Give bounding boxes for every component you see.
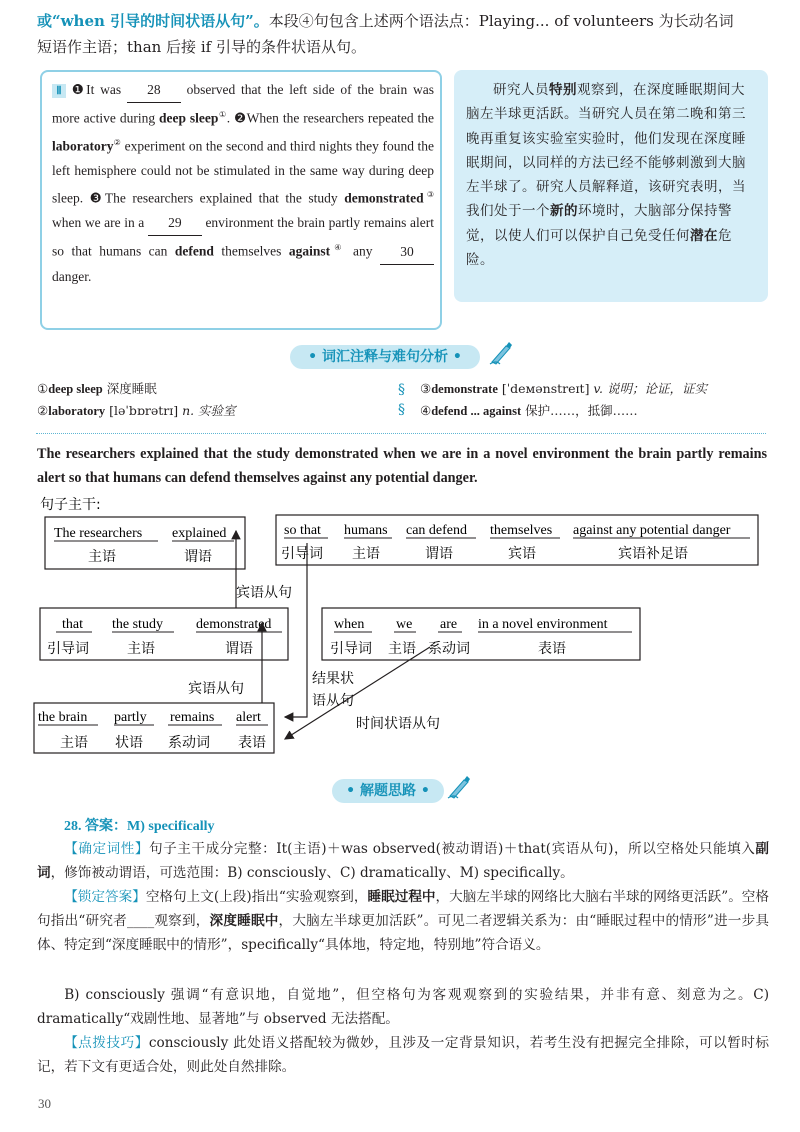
pen-icon <box>488 340 514 366</box>
diagram-heading: 句子主干: <box>40 497 101 513</box>
passage-s3b: when we are in a <box>52 214 148 230</box>
passage-s3a: ❸The researchers explained that the study <box>89 190 345 206</box>
passage-s2b: experiment on the second and third nights they found the left hemisphere could not be stimulated in the same way during deep sleep. <box>52 138 434 206</box>
vocab-num: ③ <box>420 381 432 396</box>
translation-text <box>466 78 758 272</box>
b1-r1: 谓语 <box>184 549 212 565</box>
vocab-word: demonstrate <box>431 382 498 396</box>
translation-p2: 观察到，在深度睡眠期间大脑左半球更活跃。当研究人员在第二晚和第三晚再重复该实验室实验时，他们发现在深度睡眠期间，以同样的方法已经不能够刺激到大脑左半球了。研究人员解释道，该研究表明，当我们处于一个 <box>466 82 746 220</box>
vocab-item-2 <box>37 400 397 422</box>
passage-s3e: any <box>345 243 380 259</box>
vocab-word: laboratory <box>48 404 106 418</box>
translation-p1: 研究人员 <box>493 82 549 98</box>
vocab-num: ④ <box>420 403 432 418</box>
note-mark-4: ④ <box>330 243 346 253</box>
translation-emph-3: 潜在 <box>690 227 718 244</box>
b3-r2: 谓语 <box>225 641 253 657</box>
vocab-section-title: • 词汇注释与难句分析 • <box>290 345 480 369</box>
b4-r0: 引导词 <box>330 641 372 657</box>
b5-r0: 主语 <box>60 735 88 751</box>
translation-emph-1: 特别 <box>549 82 577 98</box>
note-mark-3: ③ <box>423 190 435 200</box>
blank-30[interactable]: 30 <box>380 240 434 265</box>
intro-lead: 或“when 引导的时间状语从句”。 <box>37 12 269 30</box>
solution-para-4 <box>37 1031 769 1079</box>
vocab-word: deep sleep <box>48 382 103 396</box>
b4-r3: 表语 <box>538 641 566 657</box>
key-sentence: The researchers explained that the study demonstrated when we are in a novel environment the brain partly remains alert so that humans can defend themselves against any potential danger. <box>37 446 767 486</box>
b5-w0: the brain <box>38 710 88 725</box>
vocab-item-1 <box>37 378 397 400</box>
label-object-clause-1: 宾语从句 <box>236 585 292 601</box>
vocab-word: defend ... against <box>431 404 522 418</box>
intro-paragraph <box>37 8 767 60</box>
b3-r0: 引导词 <box>47 641 89 657</box>
translation-p3: 环境时，大脑部分保持警觉，以使人们可以保护自己免受任何 <box>466 203 732 244</box>
label-result-1: 结果状 <box>312 671 354 687</box>
b4-w0: when <box>334 617 365 632</box>
b3-w1: the study <box>112 617 163 632</box>
label-time-clause: 时间状语从句 <box>356 716 440 732</box>
translation-p4: 危险。 <box>466 227 732 269</box>
label-result-2: 语从句 <box>312 693 354 709</box>
blank-29[interactable]: 29 <box>148 211 202 236</box>
b3-r1: 主语 <box>127 641 155 657</box>
b2-w4: against any potential danger <box>573 523 731 538</box>
solution-t2e: ，大脑左半球更加活跃”。可见二者逻辑关系为：由“睡眠过程中的情形”进一步具体、特定到“深度睡眠中的情形”，specifically“具体地，特定地，特别地”符合语义。 <box>37 913 769 953</box>
vocab-num: ② <box>37 403 49 418</box>
vocab-meaning: v. 说明；论证，证实 <box>593 381 707 396</box>
pen-icon <box>446 774 472 800</box>
solution-t4: consciously 此处语义搭配较为微妙，且涉及一定背景知识，若考生没有把握完全排除，可以暂时标记，若下文有更适合处，则此处自然排除。 <box>37 1035 770 1075</box>
term-laboratory: laboratory <box>52 138 114 154</box>
b5-r2: 系动词 <box>168 735 210 751</box>
solution-t1: 句子主干成分完整：It(主语)＋was observed(被动谓语)＋that(宾语从句)，所以空格处只能填入 <box>149 841 756 857</box>
passage-s1a: ❶It was <box>71 82 127 97</box>
passage-s2a: ❷When the researchers repeated the <box>234 110 435 126</box>
vocab-phonetic: [ˈdeмənstreɪt] <box>497 381 594 396</box>
b5-w1: partly <box>114 710 147 725</box>
b2-w1: humans <box>344 523 388 538</box>
dotted-divider <box>36 433 766 434</box>
term-defend: defend <box>174 243 214 259</box>
b3-w0: that <box>62 617 83 632</box>
passage-label: Ⅱ <box>52 84 66 98</box>
b2-w2: can defend <box>406 523 468 538</box>
page-number: 30 <box>38 1096 51 1111</box>
passage-s1b: observed that the left side of the brain was more active during <box>52 82 434 126</box>
b4-w3: in a novel environment <box>478 617 608 632</box>
sentence-diagram <box>0 495 800 765</box>
intro-line1: 本段④句包含上述两个语法点：Playing... of volunteers 为长动名词 <box>268 12 734 30</box>
solution-t2-emph-2: 深度睡眠中 <box>209 913 279 929</box>
b1-w1: explained <box>172 526 227 541</box>
vocab-right <box>420 378 770 422</box>
solution-section-title: • 解题思路 • <box>332 779 444 803</box>
b2-w3: themselves <box>490 523 553 538</box>
solution-t2: 空格句上文(上段)指出“实验观察到， <box>145 889 368 905</box>
passage-text <box>52 78 434 289</box>
b4-r2: 系动词 <box>428 641 470 657</box>
b4-w2: are <box>440 617 458 632</box>
solution-para-1 <box>37 837 769 885</box>
passage-s3f: danger. <box>52 269 92 285</box>
passage-s3c: environment the brain partly remains alert so that humans can <box>52 214 434 259</box>
note-mark-1: ① <box>218 110 227 120</box>
b4-r1: 主语 <box>388 641 416 657</box>
solution-t2-emph-1: 睡眠过程中 <box>367 889 436 905</box>
b5-r1: 状语 <box>115 735 143 751</box>
blank-28[interactable]: 28 <box>127 78 181 103</box>
b2-r2: 谓语 <box>425 546 453 562</box>
b5-r3: 表语 <box>238 735 266 751</box>
solution-t1c: ，修饰被动谓语，可选范围：B) consciously、C) dramatically、M) specifically。 <box>50 865 574 881</box>
solution-t2c: ，大脑左半球的网络比大脑右半球的网络更活跃”。空格句指出“研究者____观察到， <box>37 889 770 929</box>
vocab-item-3 <box>420 378 770 400</box>
vocab-meaning: 保护……，抵御…… <box>521 403 638 418</box>
b5-w3: alert <box>236 710 261 725</box>
b2-r0: 引导词 <box>281 546 323 562</box>
b2-r3: 宾语 <box>508 546 536 562</box>
note-mark-2: ② <box>113 138 122 148</box>
vocab-phonetic: [ləˈbɒrətrɪ] <box>105 403 183 418</box>
solution-t1-emph: 副词 <box>37 841 769 881</box>
b2-r1: 主语 <box>352 546 380 562</box>
box-main-clause <box>45 517 245 569</box>
label-object-clause-2: 宾语从句 <box>188 681 244 697</box>
answer-28: 28. 答案：M) specifically <box>64 819 215 834</box>
vocab-meaning: 深度睡眠 <box>102 381 157 396</box>
vocab-meaning: n. 实验室 <box>182 403 236 418</box>
b2-w0: so that <box>284 523 321 538</box>
b3-w2: demonstrated <box>196 617 272 632</box>
tag-word-class: 【确定词性】 <box>64 841 150 857</box>
b1-r0: 主语 <box>88 549 116 565</box>
term-demonstrated: demonstrated <box>344 190 424 206</box>
vocab-divider: § § <box>398 382 405 418</box>
tag-tips: 【点拨技巧】 <box>64 1035 149 1051</box>
b1-w0: The researchers <box>54 526 143 541</box>
b4-w1: we <box>396 617 413 632</box>
vocab-item-4 <box>420 400 770 422</box>
solution-para-2 <box>37 885 769 957</box>
passage-s3d: themselves <box>213 243 289 259</box>
intro-line2: 短语作主语；than 后接 if 引导的条件状语从句。 <box>37 38 366 56</box>
b2-r4: 宾语补足语 <box>618 546 688 562</box>
vocab-left <box>37 378 397 422</box>
b5-w2: remains <box>170 710 215 725</box>
passage-s1c: . <box>226 110 235 126</box>
tag-lock-answer: 【锁定答案】 <box>64 889 146 905</box>
term-deep-sleep: deep sleep <box>159 110 219 126</box>
solution-para-3: B) consciously 强调“有意识地，自觉地”，但空格句为客观观察到的实验结果，并非有意、刻意为之。C) dramatically“戏剧性地、显著地”与 observed 无法搭配。 <box>37 987 769 1027</box>
vocab-num: ① <box>37 381 49 396</box>
translation-emph-2: 新的 <box>550 203 578 220</box>
term-against: against <box>288 243 331 259</box>
